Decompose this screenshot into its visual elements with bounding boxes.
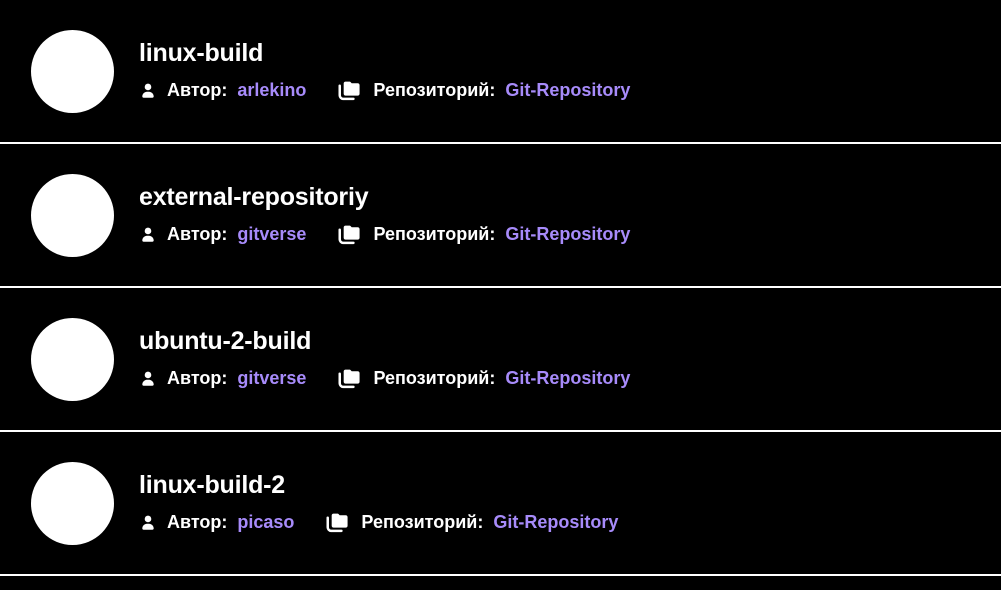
- author-link[interactable]: gitverse: [237, 224, 307, 245]
- author-group: [139, 80, 306, 101]
- repository-group: [336, 78, 630, 103]
- author-group: [139, 224, 306, 245]
- repo-meta-row: [139, 222, 630, 247]
- repo-meta-row: [139, 366, 630, 391]
- repository-link[interactable]: Git-Repository: [505, 80, 631, 101]
- repository-label: Репозиторий:: [373, 368, 496, 389]
- author-label: Автор:: [167, 224, 228, 245]
- repo-list-item[interactable]: [0, 288, 1001, 432]
- avatar: [31, 30, 114, 113]
- avatar: [31, 174, 114, 257]
- repository-group: [324, 510, 618, 535]
- repository-link[interactable]: Git-Repository: [505, 224, 631, 245]
- avatar: [31, 318, 114, 401]
- author-link[interactable]: arlekino: [237, 80, 307, 101]
- author-label: Автор:: [167, 80, 228, 101]
- author-group: [139, 368, 306, 389]
- author-label: Автор:: [167, 368, 228, 389]
- repository-group: [336, 222, 630, 247]
- repo-meta-row: [139, 510, 618, 535]
- repository-label: Репозиторий:: [361, 512, 484, 533]
- person-icon: [139, 82, 157, 100]
- repo-copy-icon: [336, 366, 363, 391]
- repo-title[interactable]: external-repositoriy: [139, 182, 369, 211]
- repo-copy-icon: [336, 222, 363, 247]
- repo-list-item-partial: [0, 576, 1001, 590]
- repo-item-content: [139, 327, 630, 392]
- repo-title[interactable]: linux-build-2: [139, 470, 285, 499]
- repo-item-content: [139, 471, 618, 536]
- repo-meta-row: [139, 78, 630, 103]
- person-icon: [139, 226, 157, 244]
- repo-copy-icon: [336, 78, 363, 103]
- repository-label: Репозиторий:: [373, 80, 496, 101]
- avatar: [31, 462, 114, 545]
- author-group: [139, 512, 294, 533]
- author-label: Автор:: [167, 512, 228, 533]
- author-link[interactable]: picaso: [237, 512, 295, 533]
- repository-group: [336, 366, 630, 391]
- repo-list-item[interactable]: [0, 432, 1001, 576]
- repo-list-item[interactable]: [0, 144, 1001, 288]
- person-icon: [139, 370, 157, 388]
- repository-link[interactable]: Git-Repository: [505, 368, 631, 389]
- repository-label: Репозиторий:: [373, 224, 496, 245]
- person-icon: [139, 514, 157, 532]
- repo-item-content: [139, 39, 630, 104]
- repo-list-item[interactable]: [0, 0, 1001, 144]
- repository-link[interactable]: Git-Repository: [493, 512, 619, 533]
- repo-title[interactable]: ubuntu-2-build: [139, 326, 312, 355]
- author-link[interactable]: gitverse: [237, 368, 307, 389]
- repo-item-content: [139, 183, 630, 248]
- repo-title[interactable]: linux-build: [139, 38, 264, 67]
- repo-copy-icon: [324, 510, 351, 535]
